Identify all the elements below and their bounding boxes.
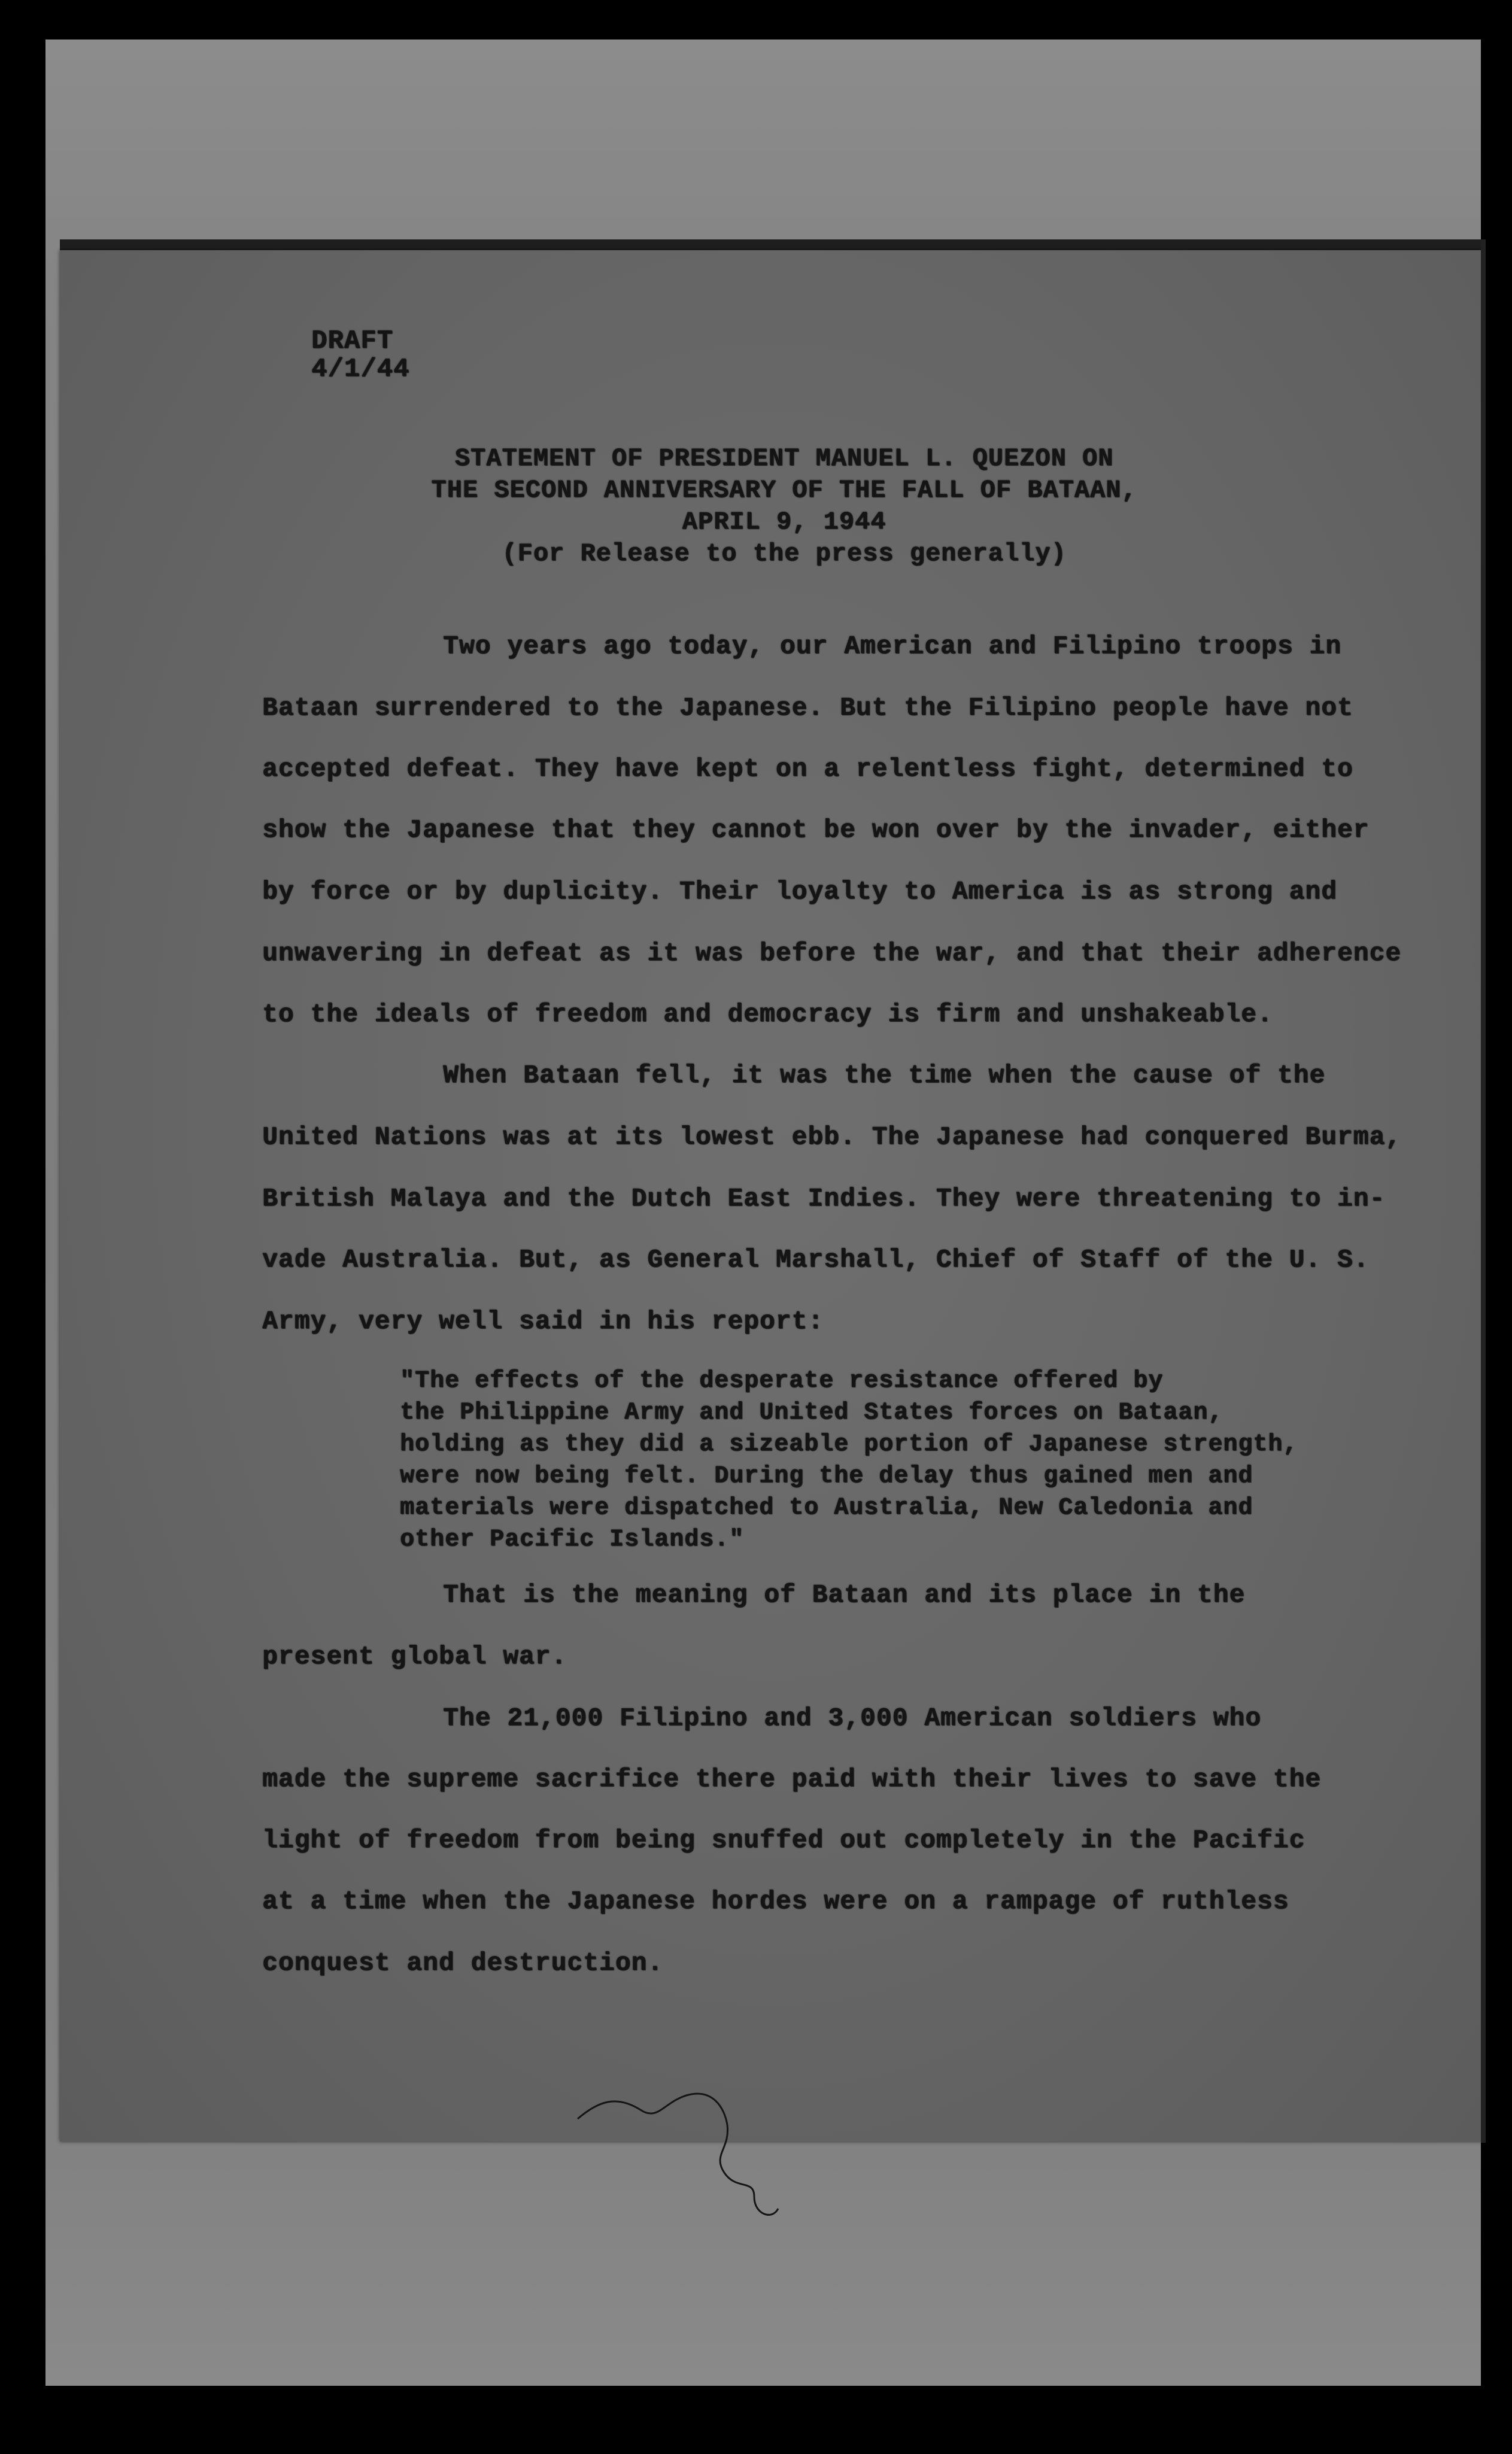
quote-line-5: materials were dispatched to Australia, New Caledonia and [400, 1495, 1253, 1521]
draft-date: 4/1/44 [311, 354, 410, 384]
paragraph-3-line-2: present global war. [262, 1642, 567, 1671]
page-top-edge [60, 239, 1484, 251]
paragraph-1-line-5: by force or by duplicity. Their loyalty to America is as strong and [262, 877, 1337, 906]
paragraph-2-line-2: United Nations was at its lowest ebb. The Japanese had conquered Burma, [262, 1122, 1402, 1152]
paragraph-1-line-3: accepted defeat. They have kept on a relentless fight, determined to [262, 754, 1353, 783]
paragraph-2-line-4: vade Australia. But, as General Marshall, Chief of Staff of the U. S. [262, 1245, 1370, 1274]
page-right-edge [1481, 239, 1486, 2143]
heading-line-2: THE SECOND ANNIVERSARY OF THE FALL OF BATAAN, [431, 476, 1137, 505]
paragraph-2-line-1: When Bataan fell, it was the time when the cause of the [443, 1061, 1326, 1090]
heading-line-1: STATEMENT OF PRESIDENT MANUEL L. QUEZON ON [454, 444, 1114, 473]
paragraph-4-line-3: light of freedom from being snuffed out completely in the Pacific [262, 1826, 1305, 1855]
quote-line-1: "The effects of the desperate resistance offered by [400, 1368, 1164, 1395]
paragraph-4-line-5: conquest and destruction. [262, 1948, 664, 1978]
paragraph-2-line-5: Army, very well said in his report: [262, 1307, 824, 1336]
paragraph-1-line-2: Bataan surrendered to the Japanese. But the Filipino people have not [262, 693, 1353, 722]
paragraph-4-line-4: at a time when the Japanese hordes were on a rampage of ruthless [262, 1887, 1289, 1916]
quote-line-4: were now being felt. During the delay thus gained men and [400, 1463, 1253, 1490]
paragraph-3-line-1: That is the meaning of Bataan and its place in the [443, 1580, 1246, 1609]
paragraph-1-line-4: show the Japanese that they cannot be won over by the invader, either [262, 815, 1370, 845]
draft-label: DRAFT [311, 326, 394, 356]
quote-line-2: the Philippine Army and United States forces on Bataan, [400, 1399, 1223, 1426]
heading-line-4: (For Release to the press generally) [502, 539, 1067, 568]
paragraph-2-line-3: British Malaya and the Dutch East Indies. They were threatening to in- [262, 1184, 1386, 1213]
paragraph-1-line-7: to the ideals of freedom and democracy is firm and unshakeable. [262, 1000, 1273, 1029]
paragraph-4-line-2: made the supreme sacrifice there paid with their lives to save the [262, 1764, 1322, 1794]
paragraph-4-line-1: The 21,000 Filipino and 3,000 American soldiers who [443, 1703, 1262, 1733]
paragraph-1-line-6: unwavering in defeat as it was before the war, and that their adherence [262, 939, 1402, 968]
quote-line-6: other Pacific Islands." [400, 1526, 745, 1553]
paragraph-1-line-1: Two years ago today, our American and Filipino troops in [443, 631, 1342, 661]
heading-line-3: APRIL 9, 1944 [682, 508, 886, 536]
quote-line-3: holding as they did a sizeable portion of Japanese strength, [400, 1431, 1298, 1458]
hair-scribble [575, 2083, 826, 2227]
